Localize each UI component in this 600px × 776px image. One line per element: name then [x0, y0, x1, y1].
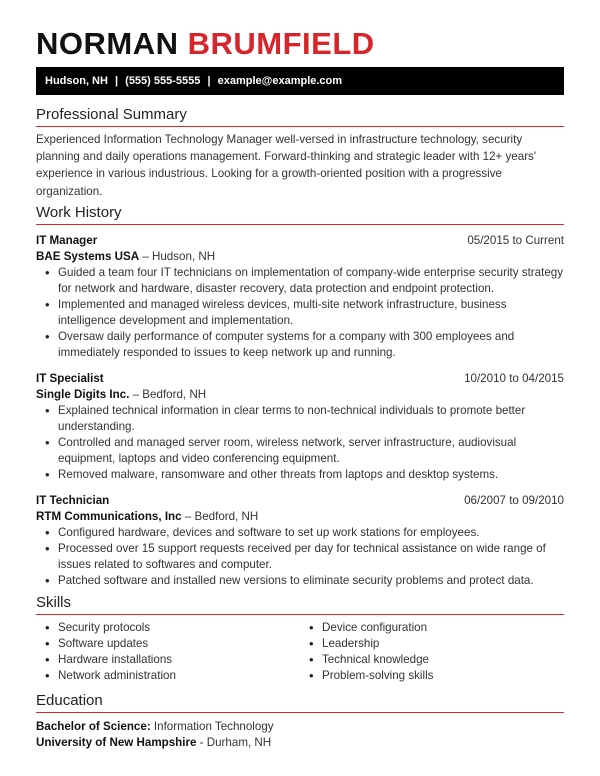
- company-location: – Bedford, NH: [129, 388, 207, 401]
- work-history-section: [36, 204, 564, 589]
- job-title: IT Specialist: [36, 372, 104, 385]
- skills-column-left: [36, 620, 300, 684]
- job-dates: 05/2015 to Current: [467, 234, 564, 247]
- contact-email: example@example.com: [217, 75, 343, 87]
- contact-separator: |: [115, 75, 119, 87]
- education-details: [36, 719, 564, 751]
- skills-column-right: [300, 620, 564, 684]
- job-entry: [36, 371, 564, 483]
- job-company: [36, 387, 564, 403]
- skills-grid: [36, 620, 564, 684]
- list-item: • Explained technical information in clear terms to non-technical individuals to promote better understanding.: [58, 403, 564, 435]
- contact-phone: (555) 555-5555: [125, 75, 201, 87]
- skills-section: [36, 594, 564, 684]
- list-item: • Guided a team four IT technicians on implementation of company-wide enterprise security strategy for network and hardware, disaster recovery, data protection and endpoint protection.: [58, 265, 564, 297]
- company-location: – Hudson, NH: [139, 250, 216, 263]
- summary-text: Experienced Information Technology Manager well-versed in infrastructure technology, security planning and daily operations management. Forward-thinking and strategic leader with 12+ years' experience in various industrious. Looking for a growth-oriented position with a progressive organization.: [36, 133, 537, 198]
- job-bullets: [36, 525, 564, 589]
- work-history-heading: Work History: [36, 204, 564, 225]
- list-item: • Oversaw daily performance of computer systems for a company with 300 employees and immediately responded to issues to keep network up and running.: [58, 329, 564, 361]
- list-item: • Hardware installations: [58, 652, 300, 668]
- school-line: [36, 735, 564, 751]
- list-item: • Network administration: [58, 668, 300, 684]
- job-company: [36, 249, 564, 265]
- list-item: • Security protocols: [58, 620, 300, 636]
- school-location: - Durham, NH: [196, 736, 272, 749]
- degree-label: Bachelor of Science:: [36, 720, 151, 733]
- school-name: University of New Hampshire: [36, 736, 197, 749]
- last-name: BRUMFIELD: [187, 26, 375, 61]
- job-bullets: [36, 403, 564, 483]
- job-company: [36, 509, 564, 525]
- company-name: RTM Communications, Inc: [36, 510, 182, 523]
- job-bullets: [36, 265, 564, 361]
- list-item: • Technical knowledge: [322, 652, 564, 668]
- list-item: • Device configuration: [322, 620, 564, 636]
- list-item: • Leadership: [322, 636, 564, 652]
- first-name: NORMAN: [36, 26, 179, 61]
- education-heading: Education: [36, 692, 564, 713]
- job-dates: 06/2007 to 09/2010: [464, 494, 564, 507]
- education-section: [36, 692, 564, 751]
- list-item: • Controlled and managed server room, wireless network, server infrastructure, audiovisual equipment, laptops and video conferencing equipment.: [58, 435, 564, 467]
- list-item: • Patched software and installed new versions to eliminate security problems and protect data.: [58, 573, 564, 589]
- skills-heading: Skills: [36, 594, 564, 615]
- job-entry: [36, 493, 564, 589]
- degree-line: [36, 719, 564, 735]
- list-item: • Implemented and managed wireless devices, multi-site network infrastructure, business intelligence development and implementation.: [58, 297, 564, 329]
- list-item: • Processed over 15 support requests received per day for technical assistance on wide range of issues related to softwares and computer.: [58, 541, 564, 573]
- summary-section: [36, 106, 564, 200]
- list-item: • Configured hardware, devices and software to set up work stations for employees.: [58, 525, 564, 541]
- company-name: Single Digits Inc.: [36, 388, 130, 401]
- company-name: BAE Systems USA: [36, 250, 140, 263]
- degree-field: Information Technology: [150, 720, 274, 733]
- contact-location: Hudson, NH: [45, 75, 108, 87]
- list-item: • Removed malware, ransomware and other threats from laptops and desktop systems.: [58, 467, 564, 483]
- job-entry: [36, 233, 564, 361]
- company-location: – Bedford, NH: [181, 510, 259, 523]
- job-dates: 10/2010 to 04/2015: [464, 372, 564, 385]
- summary-heading: Professional Summary: [36, 106, 564, 127]
- job-title: IT Manager: [36, 234, 98, 247]
- job-title: IT Technician: [36, 494, 110, 507]
- candidate-name: [36, 26, 375, 62]
- list-item: • Problem-solving skills: [322, 668, 564, 684]
- list-item: • Software updates: [58, 636, 300, 652]
- contact-bar: [36, 67, 564, 95]
- contact-separator: |: [207, 75, 211, 87]
